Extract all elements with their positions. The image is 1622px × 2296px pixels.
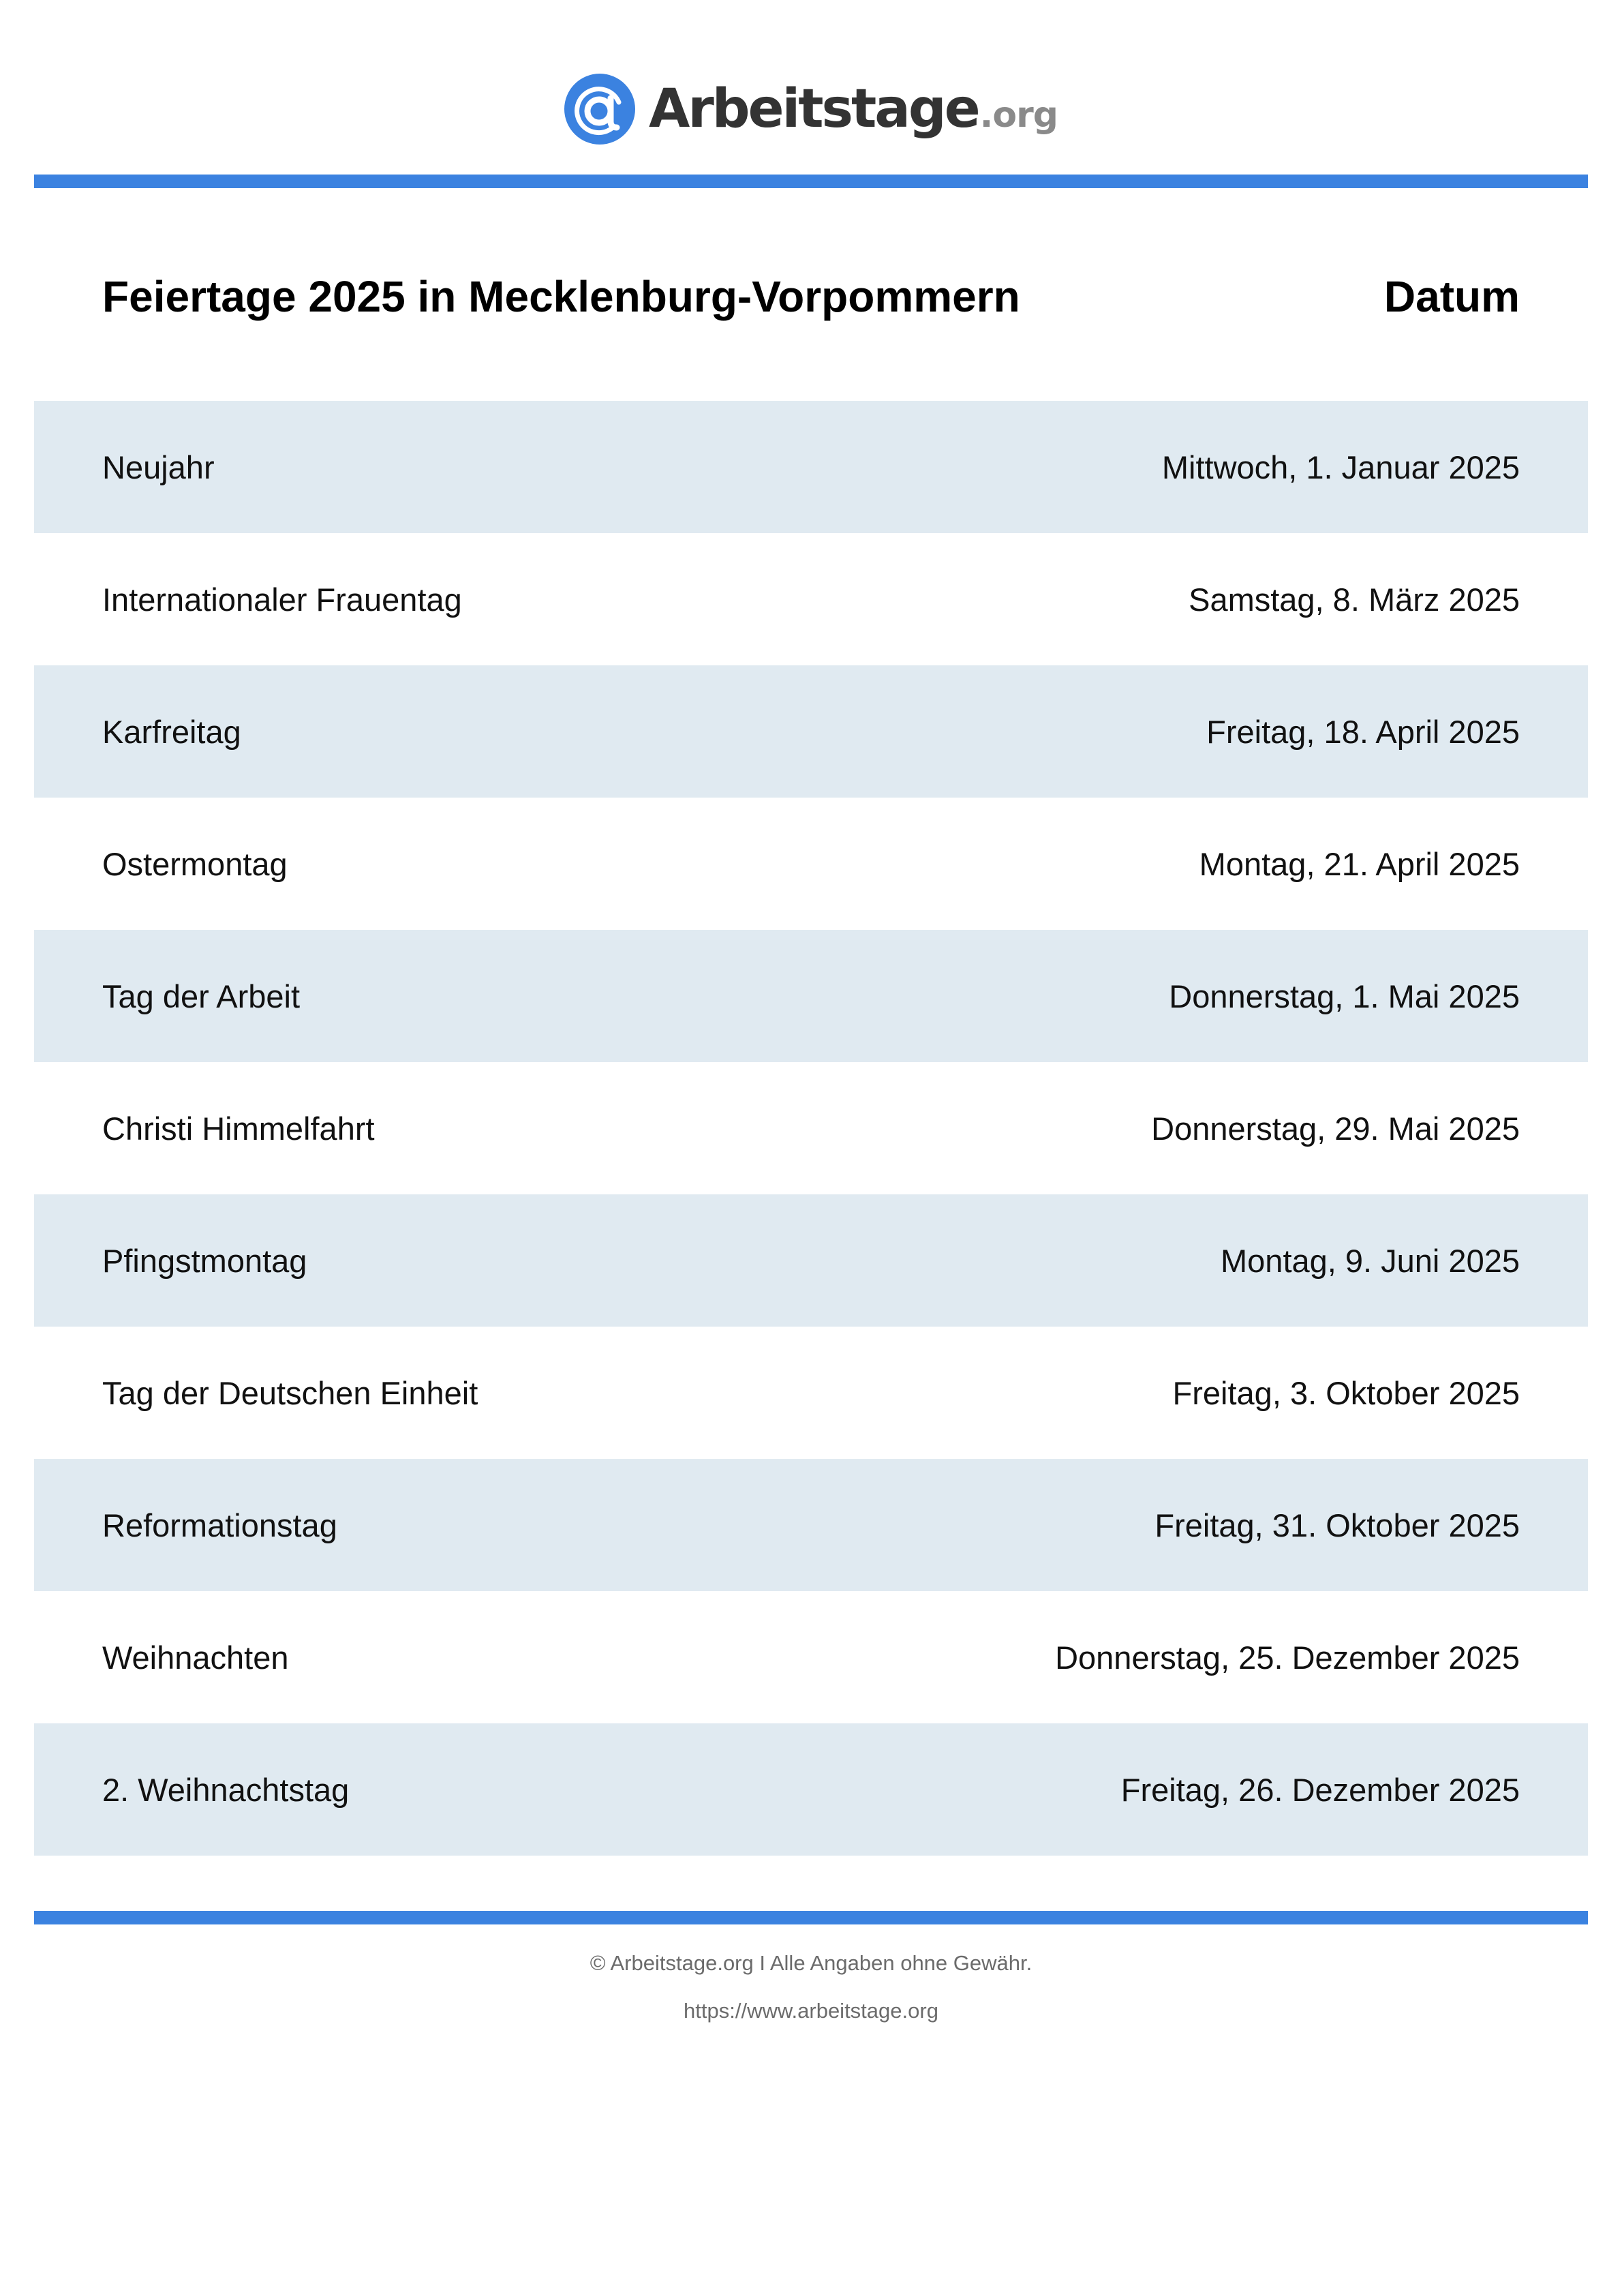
holiday-date: Montag, 9. Juni 2025 [1221,1242,1520,1279]
table-row [34,1194,1588,1327]
table-header [102,265,1520,329]
table-row [34,1459,1588,1591]
holiday-date: Donnerstag, 29. Mai 2025 [1151,1110,1520,1147]
holiday-name: Ostermontag [102,845,288,882]
holiday-name: Internationaler Frauentag [102,581,462,618]
table-row [34,798,1588,930]
holiday-date: Montag, 21. April 2025 [1199,845,1520,882]
holiday-name: 2. Weihnachtstag [102,1771,350,1808]
holiday-name: Christi Himmelfahrt [102,1110,375,1147]
holiday-date: Freitag, 26. Dezember 2025 [1120,1771,1520,1808]
holiday-name: Weihnachten [102,1639,289,1676]
date-column-header: Datum [1383,272,1520,321]
holiday-table [34,401,1588,1856]
table-row [34,1327,1588,1459]
holiday-name: Tag der Deutschen Einheit [102,1374,478,1411]
logo-name: Arbeitstage [648,78,979,140]
table-row [34,930,1588,1062]
table-row [34,1591,1588,1723]
logo-wordmark [648,78,1058,140]
holiday-date: Mittwoch, 1. Januar 2025 [1161,449,1520,485]
holiday-date: Freitag, 31. Oktober 2025 [1154,1507,1520,1543]
holiday-date: Freitag, 3. Oktober 2025 [1172,1374,1520,1411]
bottom-divider [34,1911,1588,1924]
table-row [34,1723,1588,1856]
logo [0,74,1622,145]
holiday-name: Neujahr [102,449,215,485]
table-row [34,1062,1588,1194]
table-row [34,533,1588,665]
table-row [34,401,1588,533]
holiday-name: Tag der Arbeit [102,978,301,1014]
holiday-date: Donnerstag, 1. Mai 2025 [1169,978,1520,1014]
logo-tld: .org [979,95,1058,136]
holiday-name: Pfingstmontag [102,1242,307,1279]
logo-lockup [564,74,1058,145]
table-title: Feiertage 2025 in Mecklenburg-Vorpommern [102,272,1020,321]
holiday-date: Donnerstag, 25. Dezember 2025 [1055,1639,1520,1676]
holiday-date: Freitag, 18. April 2025 [1206,713,1520,750]
at-sign-icon [564,74,635,145]
holiday-date: Samstag, 8. März 2025 [1189,581,1520,618]
holiday-name: Karfreitag [102,713,241,750]
footer-url[interactable]: https://www.arbeitstage.org [684,1999,938,2023]
top-divider [34,175,1588,188]
holiday-name: Reformationstag [102,1507,337,1543]
table-row [34,665,1588,798]
footer-copyright: © Arbeitstage.org I Alle Angaben ohne Gewähr. [590,1951,1032,1975]
